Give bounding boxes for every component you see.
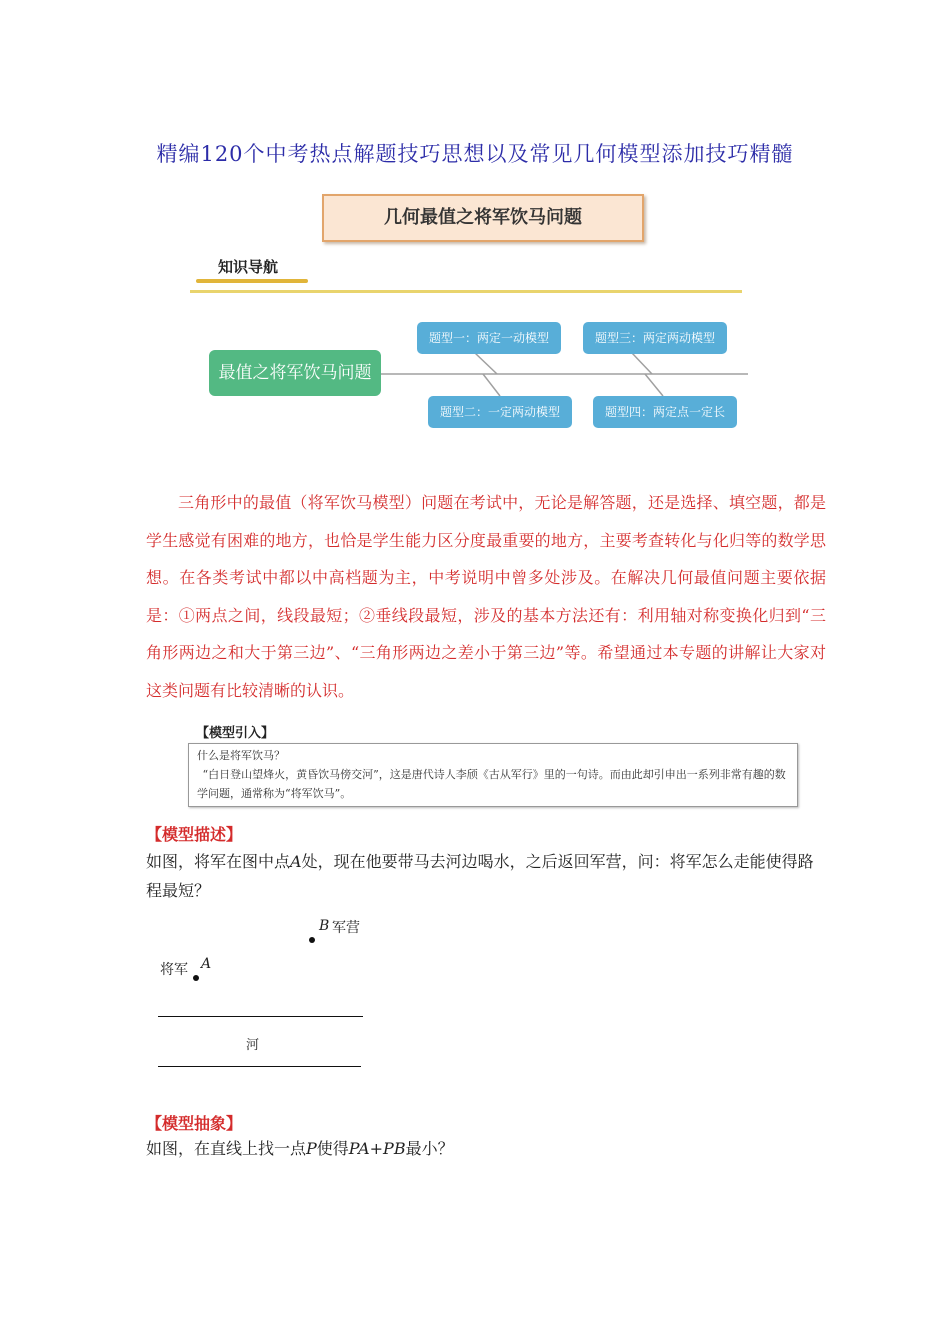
model-abstract-text-mid: 使得 (316, 1139, 349, 1158)
point-b-dot (309, 937, 315, 943)
model-intro-line2: “白日登山望烽火，黄昏饮马傍交河”，这是唐代诗人李颀《古从军行》里的一句诗。而由此却引申出一系列非常有趣的数学问题，通常称为“将军饮马”。 (197, 768, 786, 800)
mindmap-node-type2: 题型二：一定两动模型 (428, 396, 572, 428)
model-intro-tag: 【模型引入】 (196, 726, 275, 741)
knowledge-nav-divider (190, 290, 742, 293)
model-intro-text (197, 746, 791, 803)
model-desc-text: 如图，将军在图中点A处，现在他要带马去河边喝水，之后返回军营，问：将军怎么走能使得路程最短？ (146, 852, 814, 900)
mindmap-node-type1: 题型一：两定一动模型 (417, 322, 561, 354)
model-abstract-expression: PA+PB (348, 1139, 406, 1158)
point-b-label: B (319, 918, 330, 934)
mindmap-branch-1 (475, 353, 497, 374)
river-label: 河 (246, 1038, 260, 1053)
model-abstract-text-pre: 如图，在直线上找一点 (146, 1139, 307, 1158)
camp-label: 军营 (332, 920, 360, 936)
model-abstract-text (146, 1134, 454, 1163)
model-intro-line1: 什么是将军饮马？ (197, 749, 285, 762)
general-label: 将军 (160, 962, 188, 978)
knowledge-nav-underline (196, 279, 308, 283)
mindmap-branch-4 (645, 374, 663, 396)
mindmap-branch-2 (483, 374, 500, 396)
page-title: 精编120个中考热点解题技巧思想以及常见几何模型添加技巧精髓 (156, 142, 794, 166)
river-bank-upper (158, 1016, 363, 1017)
river-bank-lower (158, 1066, 361, 1067)
model-abstract-heading: 【模型抽象】 (146, 1114, 243, 1133)
topic-title-box: 几何最值之将军饮马问题 (322, 194, 644, 242)
mindmap-root: 最值之将军饮马问题 (209, 350, 381, 396)
point-a-label: A (201, 956, 212, 972)
mindmap-node-type4: 题型四：两定点一定长 (593, 396, 737, 428)
knowledge-nav-label: 知识导航 (218, 258, 279, 276)
intro-paragraph: 三角形中的最值（将军饮马模型）问题在考试中，无论是解答题，还是选择、填空题，都是学生感觉有困难的地方，也恰是学生能力区分度最重要的地方，主要考查转化与化归等的数学思想。在各类考试中都以中高档题为主，中考说明中曾多处涉及。在解决几何最值问题主要依据是：①两点之间，线段最短；②垂线段最短，涉及的基本方法还有：利用轴对称变换化归到“三角形两边之和大于第三边”、“三角形两边之差小于第三边”等。希望通过本专题的讲解让大家对这类问题有比较清晰的认识。 (146, 493, 826, 700)
mindmap-node-type3: 题型三：两定两动模型 (583, 322, 727, 354)
point-a-dot (193, 975, 199, 981)
model-intro-box (188, 743, 798, 807)
model-abstract-point-p: P (306, 1139, 317, 1158)
model-desc-point-a: A (290, 852, 302, 871)
model-abstract-text-post: 最小？ (405, 1139, 454, 1158)
model-desc-heading: 【模型描述】 (146, 825, 243, 844)
mindmap-branch-3 (632, 353, 652, 374)
